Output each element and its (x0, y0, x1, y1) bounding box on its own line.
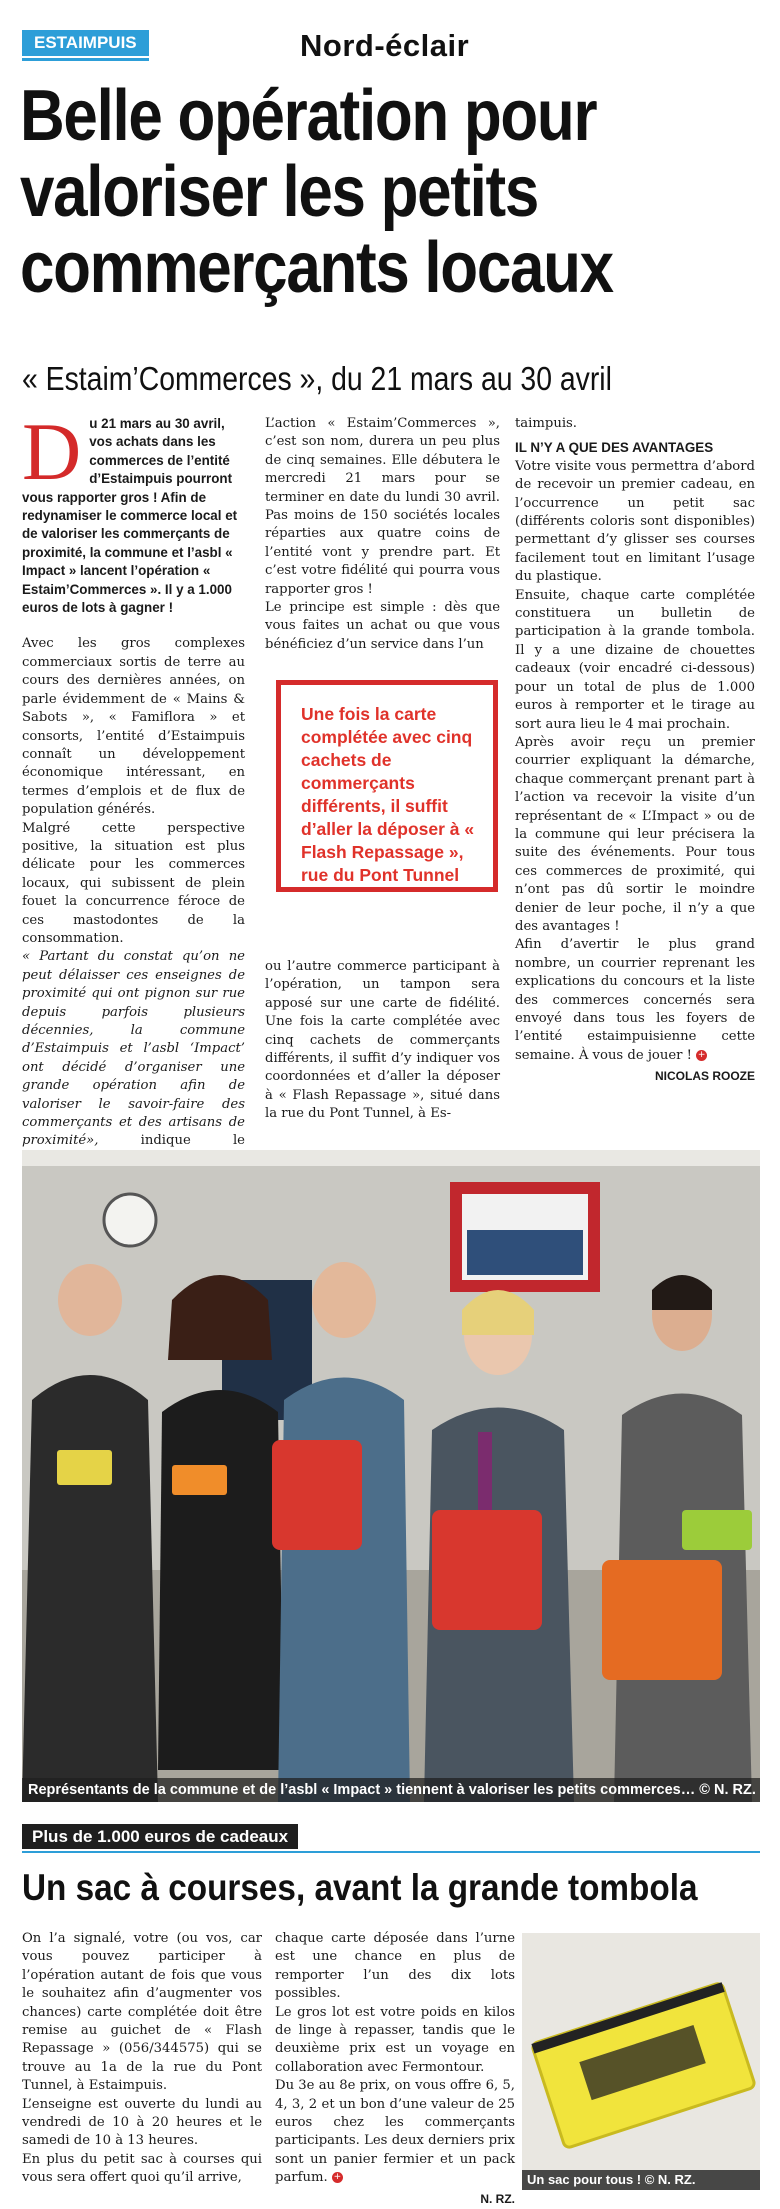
article-headline: Belle opération pour valoriser les petits commerçants locaux (20, 76, 613, 308)
box-headline: Un sac à courses, avant la grande tombola (22, 1867, 698, 1908)
article-column-3 (515, 415, 755, 1086)
body-paragraph: Avec les gros complexes commerciaux sortis de terre au cours des dernières années, on parle évidemment de « Mains & Sabots », « Famiflora » et consorts, l’entité d’Estaimpuis connaît un développement économique intéressant, en termes d’emplois et de flux de population générés. (22, 636, 245, 818)
box-column-1 (22, 1930, 262, 2188)
bag-photo (522, 1933, 760, 2190)
kicker-divider (22, 1851, 760, 1853)
newspaper-name: Nord-éclair (300, 28, 470, 63)
body-paragraph: Malgré cette perspective positive, la situation est plus délicate pour les commerces locaux, qui subissent de plein fouet la concurrence féroce de ces mastodontes de la consommation. (22, 820, 245, 946)
pull-quote: Une fois la carte complétée avec cinq cachets de commerçants différents, il suffit d’aller la déposer à « Flash Repassage », rue du Pont Tunnel (301, 704, 475, 885)
subsection-title: IL N’Y A QUE DES AVANTAGES (515, 440, 714, 456)
photo-caption: Représentants de la commune et de l’asbl « Impact » tiennent à valoriser les petits commerces… © N. RZ. (22, 1778, 760, 1802)
box-column-2 (275, 1930, 515, 2208)
body-paragraph: Après avoir reçu un premier courrier expliquant la démarche, chaque commerçant prenant part à l’action va recevoir la visite d’un représentant de « L’Impact » ou de la commune qui leur précisera la suite des événements. Pour tous ces commerces de proximité, qui n’ont pas dû sortir le moindre denier de leur poche, il n’y a que des avantages ! (515, 734, 755, 934)
body-paragraph: On l’a signalé, votre (ou vos, car vous pouvez participer à l’opération autant de fois que vous le souhaitez afin d’augmenter vos chances) carte complétée doit être remise au guichet de « Flash Repassage » (056/344575) qui se trouve au 1a de la rue du Pont Tunnel, à Estaimpuis. (22, 1931, 262, 2094)
body-paragraph: Du 3e au 8e prix, on vous offre 6, 5, 4, 3, 2 et un bon d’une valeur de 25 euros chez les commerçants participants. Les deux derniers prix sont un panier fermier et un pack parfum. + (275, 2078, 515, 2186)
byline: NICOLAS ROOZE (654, 1069, 755, 1084)
body-paragraph: Votre visite vous permettra d’abord de recevoir un premier cadeau, en l’occurrence un petit sac (différents coloris sont disponibles) permettant d’y glisser ses courses facilement tout en limitant l’usage du plastique. (515, 458, 755, 585)
yellow-bag-illustration (522, 1933, 760, 2190)
article-column-2 (265, 415, 500, 654)
drop-cap: D (22, 406, 82, 497)
body-paragraph: Afin d’avertir le plus grand nombre, un courrier reprenant les explications du concours et la liste des commerces concernés sera envoyé dans tous les foyers de l’entité estaimpuisienne cette semaine. À vous de jouer ! + (515, 937, 755, 1063)
box-kicker: Plus de 1.000 euros de cadeaux (22, 1824, 298, 1849)
body-paragraph: Ensuite, chaque carte complétée constituera un bulletin de participation à la grande tombola. Il y a une dizaine de chouettes cadeaux (voir encadré ci-dessous) pour un total de plus de 1.000 euros à remporter et le tirage au sort aura lieu le 4 mai prochain. (515, 587, 755, 732)
end-mark-icon: + (333, 2172, 342, 2183)
section-tag: ESTAIMPUIS (22, 30, 149, 56)
group-photo-illustration (22, 1150, 760, 1802)
body-paragraph: L’action « Estaim’Commerces », c’est son nom, durera un peu plus de cinq semaines. Elle débutera le mercredi 21 mars pour se terminer en date du lundi 30 avril. Pas moins de 150 sociétés locales réparties aux quatre coins de l’entité vont y prendre part. Et c’est votre fidélité qui pourra vous rapporter gros ! (265, 416, 500, 597)
body-paragraph: chaque carte déposée dans l’urne est une chance en plus de remporter l’un des dix lots possibles. (275, 1931, 515, 2002)
bag-photo-caption: Un sac pour tous ! © N. RZ. (522, 2170, 760, 2190)
quote-italic: « Partant du constat qu’on ne peut délaisser ces enseignes de proximité qui ont pignon sur rue depuis parfois plusieurs décennies, la commune d’Estaimpuis et l’asbl ‘Impact’ ont décidé d’organiser une grande opération afin de valoriser le savoir-faire des commerçants et des artisans de proximité», (22, 949, 245, 1149)
pull-quote-box (276, 680, 498, 892)
body-paragraph: L’enseigne est ouverte du lundi au vendredi de 10 à 20 heures et le samedi de 10 à 13 heures. (22, 2096, 262, 2149)
lead-text: u 21 mars au 30 avril, vos achats dans les commerces de l’entité d’Estaimpuis pourront vous rapporter gros ! Afin de redynamiser le commerce local et de valoriser les commerçants de proximité, la commune et l’asbl « Impact » lancent l’opération « Estaim’Commerces ». Il y a 1.000 euros de lots à gagner ! (22, 416, 238, 616)
box-byline: N. RZ. (480, 2191, 515, 2206)
body-paragraph: ou l’autre commerce participant à l’opération, un tampon sera apposé sur une carte de fidélité. Une fois la carte complétée avec cinq cachets de commerçants différents, il suffit d’y indiquer vos coordonnées et d’aller la déposer à « Flash Repassage », situé dans la rue du Pont Tunnel, à Es- (265, 959, 500, 1122)
body-paragraph: Le principe est simple : dès que vous faites un achat ou que vous bénéficiez d’un service dans l’un (265, 600, 500, 652)
lead-paragraph (22, 406, 245, 617)
body-paragraph: Le gros lot est votre poids en kilos de linge à repasser, tandis que le deuxième prix est un voyage en collaboration avec Fermontour. (275, 2004, 515, 2075)
end-mark-icon: + (697, 1049, 706, 1060)
main-photo (22, 1150, 760, 1802)
body-paragraph: taimpuis. (515, 416, 577, 431)
body-paragraph: En plus du petit sac à courses qui vous sera offert quoi qu’il arrive, (22, 2151, 262, 2186)
article-column-1 (22, 406, 245, 1188)
article-column-2-continued (265, 958, 500, 1124)
quote-attribution: indique le (140, 1133, 245, 1149)
article-subhead: « Estaim’Commerces », du 21 mars au 30 avril (22, 360, 612, 397)
